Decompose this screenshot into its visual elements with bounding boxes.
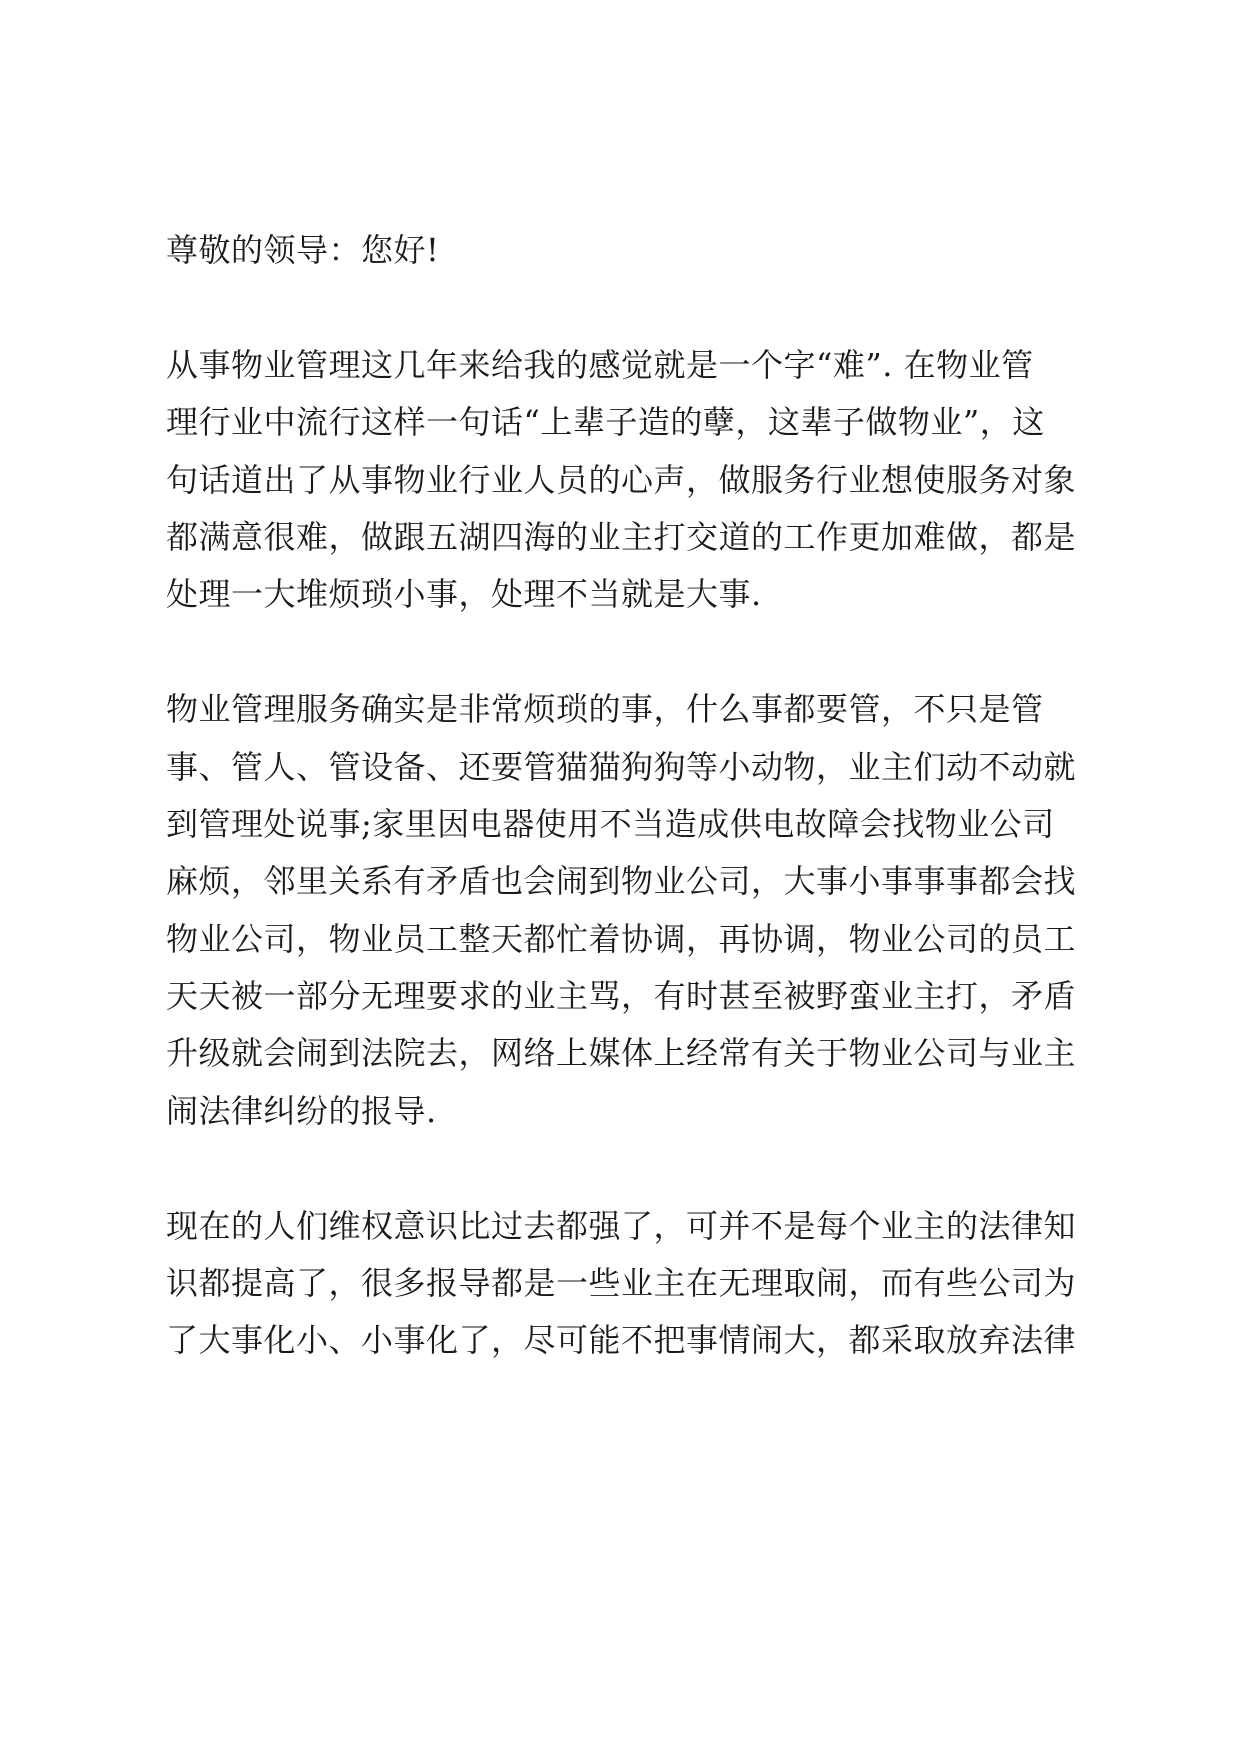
paragraph-2 — [166, 681, 1096, 1140]
text-line: 到管理处说事;家里因电器使用不当造成供电故障会找物业公司 — [166, 804, 1055, 843]
text-line: 物业公司，物业员工整天都忙着协调，再协调，物业公司的员工 — [166, 919, 1077, 958]
text-line: 升级就会闹到法院去，网络上媒体上经常有关于物业公司与业主 — [166, 1034, 1077, 1073]
text-line: 处理一大堆烦琐小事，处理不当就是大事. — [166, 575, 762, 614]
text-line: 物业管理服务确实是非常烦琐的事，什么事都要管，不只是管 — [166, 690, 1044, 729]
text-line: 都满意很难，做跟五湖四海的业主打交道的工作更加难做，都是 — [166, 517, 1077, 556]
text-line: 理行业中流行这样一句话“上辈子造的孽，这辈子做物业”，这 — [166, 403, 1045, 442]
greeting-line: 尊敬的领导：您好! — [166, 231, 440, 269]
document-body — [166, 222, 1096, 1370]
text-line: 现在的人们维权意识比过去都强了，可并不是每个业主的法律知 — [166, 1206, 1077, 1245]
paragraph-1 — [166, 337, 1096, 624]
paragraph-3 — [166, 1198, 1096, 1370]
text-line: 麻烦，邻里关系有矛盾也会闹到物业公司，大事小事事事都会找 — [166, 862, 1077, 901]
text-line: 从事物业管理这几年来给我的感觉就是一个字“难”. 在物业管 — [166, 345, 1034, 384]
text-line: 句话道出了从事物业行业人员的心声，做服务行业想使服务对象 — [166, 460, 1077, 499]
text-line: 了大事化小、小事化了，尽可能不把事情闹大，都采取放弃法律 — [166, 1321, 1077, 1360]
text-line: 闹法律纠纷的报导. — [166, 1091, 437, 1130]
text-line: 天天被一部分无理要求的业主骂，有时甚至被野蛮业主打，矛盾 — [166, 977, 1077, 1016]
text-line: 识都提高了，很多报导都是一些业主在无理取闹，而有些公司为 — [166, 1264, 1077, 1303]
text-line: 事、管人、管设备、还要管猫猫狗狗等小动物，业主们动不动就 — [166, 747, 1077, 786]
